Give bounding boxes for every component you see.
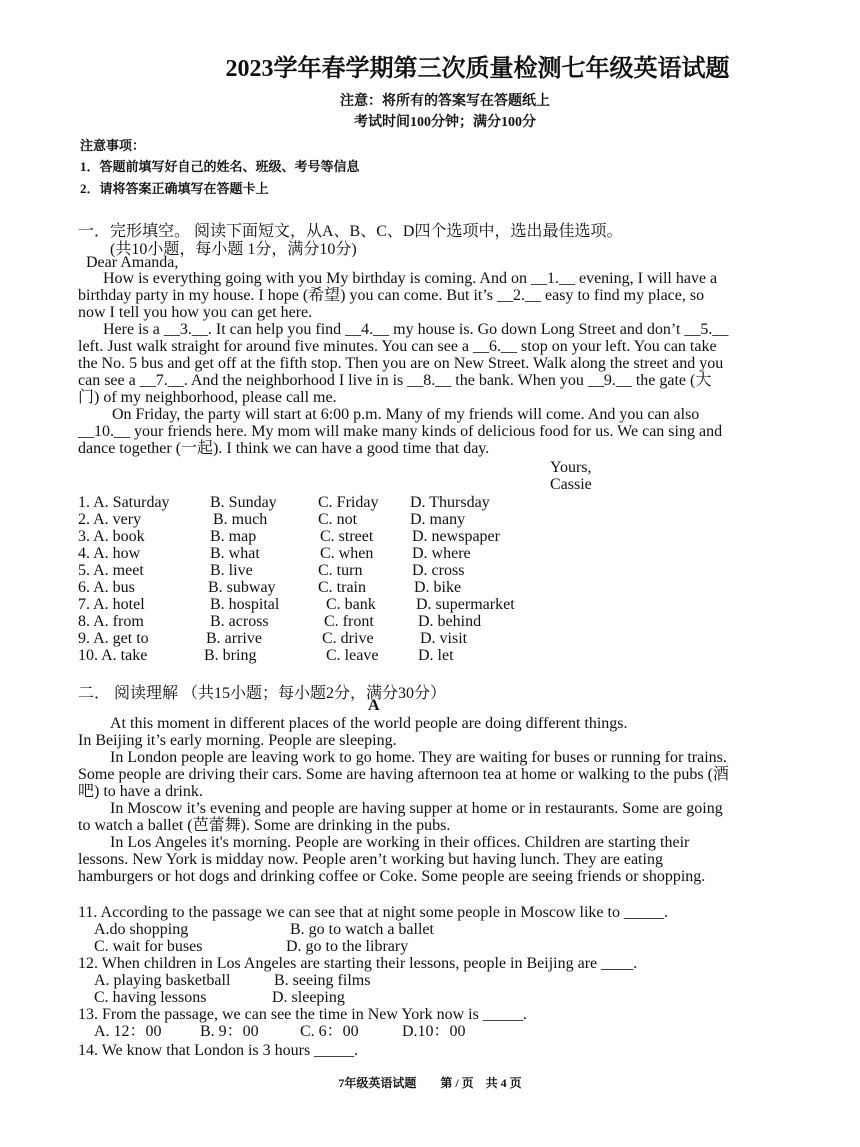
question-option: B. 9：00 [200,1023,259,1040]
passage-line: In London people are leaving work to go home. They are waiting for buses or running for trains. [110,749,727,766]
option-a: 2. A. very [78,511,142,528]
question-option: A. 12：00 [94,1023,162,1040]
option-a: 7. A. hotel [78,596,145,613]
passage-line: 吧) to have a drink. [78,783,203,800]
question-option: C. wait for buses [94,938,203,955]
letter-line: now I tell you how you can get here. [78,304,313,321]
letter-line: Here is a __3.__. It can help you find __4.__ my house is. Go down Long Street and don’t __5.__ [103,321,729,338]
option-d: D. bike [414,579,462,596]
passage-line: lessons. New York is midday now. People aren’t working but having lunch. They are eating [78,851,663,868]
passage-line: In Moscow it’s evening and people are having supper at home or in restaurants. Some are going [110,800,723,817]
question-option: B. seeing films [274,972,371,989]
passage-line: In Beijing it’s early morning. People are sleeping. [78,732,397,749]
page-footer: 7年级英语试题 第 / 页 共 4 页 [338,1076,522,1090]
option-d: D. where [412,545,471,562]
passage-line: hamburgers or hot dogs and drinking coffee or Coke. Some people are seeing friends or shopping. [78,868,706,885]
section2-heading: 二． 阅读理解 （共15小题；每小题2分，满分30分） [78,685,447,702]
option-a: 9. A. get to [78,630,149,647]
question-option: C. 6：00 [300,1023,359,1040]
option-a: 6. A. bus [78,579,135,596]
header-note: 注意：将所有的答案写在答题纸上 [340,94,550,109]
question-option: A. playing basketball [94,972,231,989]
passage-line: In Los Angeles it's morning. People are working in their offices. Children are starting their [110,834,690,851]
option-b: B. arrive [206,630,262,647]
question-option: C. having lessons [94,989,207,1006]
passage-line: Some people are driving their cars. Some are having afternoon tea at home or walking to the pubs (酒 [78,766,729,783]
letter-signature: Cassie [550,476,592,493]
option-a: 8. A. from [78,613,144,630]
option-b: B. much [213,511,268,528]
option-c: C. front [324,613,374,630]
passage-line: At this moment in different places of the world people are doing different things. [110,715,628,732]
option-c: C. drive [322,630,374,647]
option-b: B. map [210,528,257,545]
letter-line: left. Just walk straight for around five minutes. You can see a __6.__ stop on your left. You can take [78,338,717,355]
letter-greeting: Dear Amanda, [86,254,179,271]
option-a: 3. A. book [78,528,145,545]
question-14: 14. We know that London is 3 hours _____. [78,1042,359,1059]
letter-line: the No. 5 bus and get off at the fifth stop. Then you are on New Street. Walk along the street and you [78,355,724,372]
question-option: D.10：00 [402,1023,466,1040]
option-d: D. let [418,647,454,664]
option-a: 10. A. take [78,647,148,664]
option-d: D. supermarket [416,596,515,613]
option-d: D. many [410,511,466,528]
option-d: D. Thursday [410,494,490,511]
question-11: 11. According to the passage we can see that at night some people in Moscow like to _____. [78,904,668,921]
option-c: C. not [318,511,358,528]
option-c: C. train [318,579,366,596]
option-b: B. hospital [210,596,280,613]
option-b: B. Sunday [210,494,277,511]
option-c: C. Friday [318,494,379,511]
option-b: B. what [210,545,260,562]
section1-heading: 一．完形填空。 阅读下面短文，从A、B、C、D四个选项中，选出最佳选项。 [78,223,623,240]
page-title: 2023学年春学期第三次质量检测七年级英语试题 [225,56,730,82]
option-d: D. visit [420,630,468,647]
passage-line: to watch a ballet (芭蕾舞). Some are drinking in the pubs. [78,817,451,834]
option-c: C. when [320,545,374,562]
option-b: B. across [210,613,269,630]
option-d: D. behind [418,613,482,630]
option-b: B. subway [208,579,276,596]
option-c: C. turn [318,562,363,579]
letter-line: On Friday, the party will start at 6:00 p.m. Many of my friends will come. And you can also [112,406,700,423]
header-time: 考试时间100分钟；满分100分 [354,115,536,130]
question-13: 13. From the passage, we can see the time in New York now is _____. [78,1006,527,1023]
option-a: 1. A. Saturday [78,494,170,511]
question-option: B. go to watch a ballet [290,921,434,938]
question-option: A.do shopping [94,921,189,938]
letter-line: __10.__ your friends here. My mom will make many kinds of delicious food for us. We can sing and [78,423,723,440]
question-12: 12. When children in Los Angeles are starting their lessons, people in Beijing are ____. [78,955,638,972]
section1-points: (共10小题，每小题 1分，满分10分) [110,241,357,258]
option-c: C. leave [326,647,379,664]
option-b: B. live [210,562,253,579]
option-c: C. street [320,528,374,545]
notice-item: 1．答题前填写好自己的姓名、班级、考号等信息 [80,159,360,174]
letter-line: How is everything going with you My birthday is coming. And on __1.__ evening, I will have a [103,270,718,287]
option-b: B. bring [204,647,257,664]
option-c: C. bank [326,596,376,613]
letter-line: dance together (一起). I think we can have a good time that day. [78,440,490,457]
question-option: D. sleeping [272,989,345,1006]
passage-label: A [368,697,380,714]
option-d: D. cross [412,562,465,579]
notice-heading: 注意事项： [80,138,146,153]
option-a: 5. A. meet [78,562,144,579]
letter-line: 门) of my neighborhood, please call me. [78,389,337,406]
notice-item: 2．请将答案正确填写在答题卡上 [80,181,269,196]
question-option: D. go to the library [286,938,409,955]
option-a: 4. A. how [78,545,141,562]
option-d: D. newspaper [412,528,500,545]
letter-line: can see a __7.__. And the neighborhood I live in is __8.__ the bank. When you __9.__ the gate (大 [78,372,712,389]
letter-closing: Yours, [550,459,592,476]
letter-line: birthday party in my house. I hope (希望) you can come. But it’s __2.__ easy to find my place, so [78,287,705,304]
